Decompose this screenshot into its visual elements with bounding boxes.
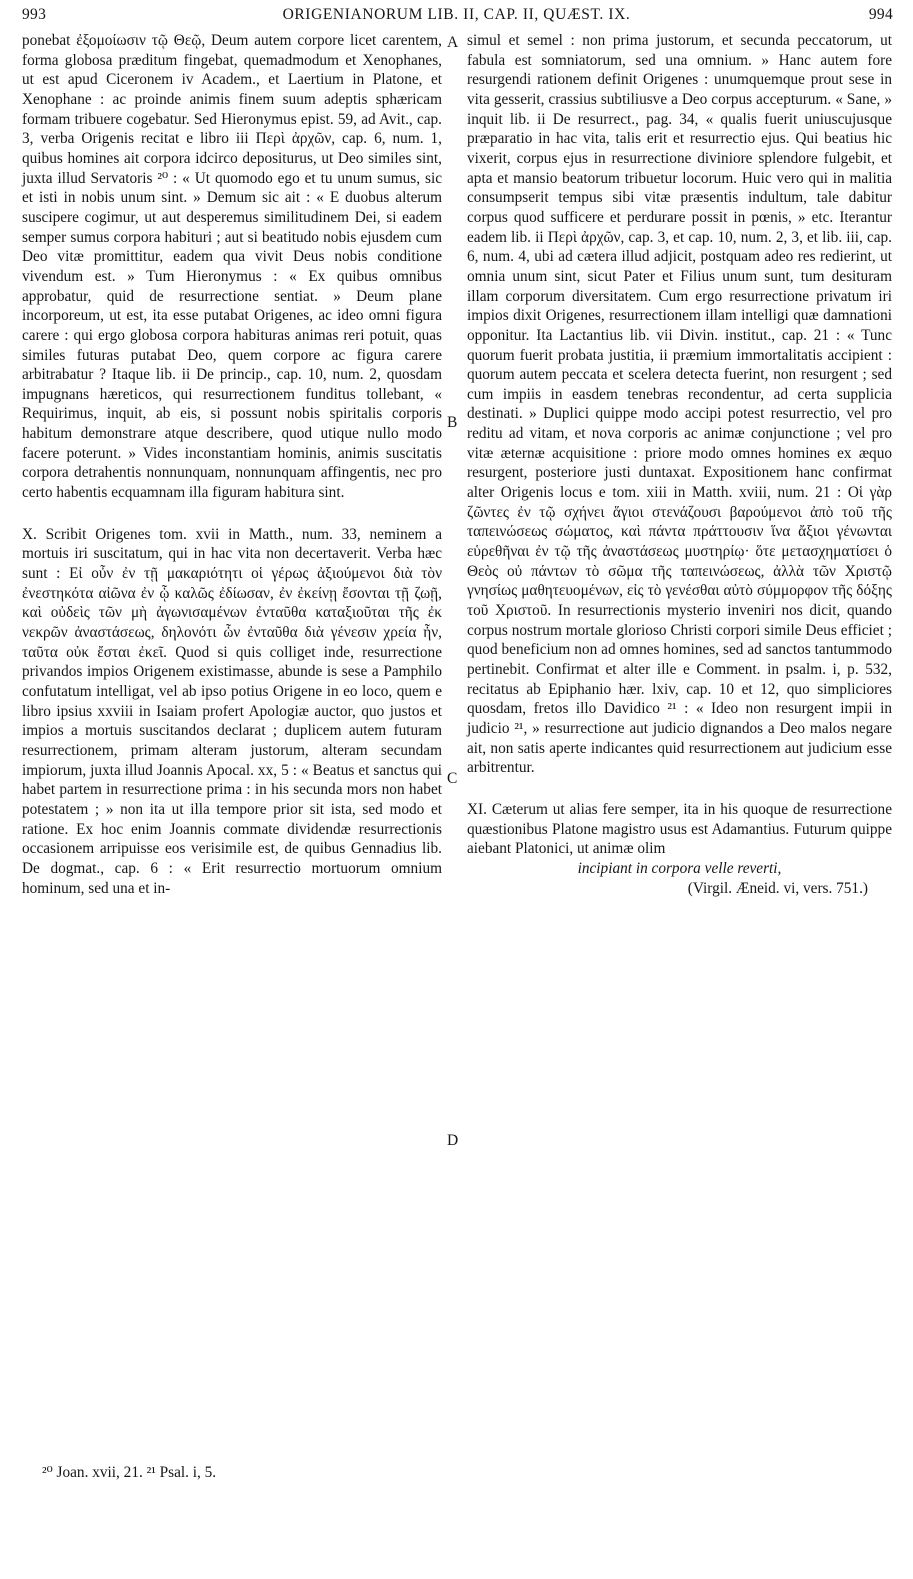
footnotes: ²⁰ Joan. xvii, 21. ²¹ Psal. i, 5. — [42, 1464, 217, 1481]
verse-citation: (Virgil. Æneid. vi, vers. 751.) — [687, 879, 868, 897]
running-header: ORIGENIANORUM LIB. II, CAP. II, QUÆST. IX. — [282, 6, 631, 23]
margin-marker-b: B — [447, 414, 458, 431]
right-paragraph-section-xi: XI. Cæterum ut alias fere semper, ita in his quoque de resurrectione quæstionibus Platone magistro usus est Adamantius. Futurum quippe aiebant Platonici, ut animæ olim — [467, 800, 892, 858]
page-number-right: 994 — [868, 6, 893, 23]
margin-marker-a: A — [447, 34, 459, 51]
right-column — [467, 31, 892, 898]
left-paragraph-1: ponebat ἐξομοίωσιν τῷ Θεῷ, Deum autem corpore licet carentem, forma globosa præditum fingebat, quemadmodum et Xenophanes, ut est apud Ciceronem iv Academ., et Laertium in Platone, et Xenophane : ac proinde animis finem suum adeptis sphæricam formam tribuere cogebatur. Sed Hieronymus epist. 59, ad Avit., cap. 3, verba Origenis recitat e libro iii Περὶ ἀρχῶν, cap. 6, num. 1, quibus homines ait corpora idcirco depositurus, ut Deo similes sint, juxta illud Servatoris ²⁰ : « Ut quomodo ego et tu unum sumus, sic et isti in nobis unum sint. » Demum sic ait : « E duobus alterum suscipere cogimur, ut aut desperemus similitudinem Dei, si eadem semper sumus corpora habituri ; aut si beatitudo nobis ejusdem cum Deo vitæ promittitur, eadem qua vivit Deus nobis conditione vivendum est. » Tum Hieronymus : « Ex quibus omnibus approbatur, quid de resurrectione sentiat. » Deum plane incorporeum, ut est, ita esse putabat Origenes, ac ideo omni figura carere : qui ergo globosa corpora habituras animas reri potuit, quas similes futuras putabat Deo, quem corpore ac figura carere arbitrabatur ? Itaque lib. ii De princip., cap. 10, num. 2, quosdam impugnans hæreticos, qui resurrectionem funditus tollebant, « Requirimus, inquit, ab eis, si possunt nobis spiritalis corporis habitum demonstrare atque describere, quod utique nullo modo facere poterunt. » Vides inconstantiam hominis, animis suscitatis corpora detrahentis nonnunquam, nonnunquam affingentis, nec pro certo habentis ecquamnam illa figuram habitura sint. — [22, 32, 442, 502]
margin-marker-d: D — [447, 1132, 459, 1149]
right-paragraph-1: simul et semel : non prima justorum, et secunda peccatorum, ut fabula est somniatorum, sed una omnium. » Hanc autem fore resurgendi rationem definit Origenes : unumquemque prout sese in vita gesserit, crassius subtiliusve a Deo corpus accepturum. « Sane, » inquit lib. ii De resurrect., pag. 34, « qualis fuerit uniuscujusque præparatio in hac vita, talis erit et resurrectio ejus. Qui beatius hic vixerit, corpus ejus in resurrectione diviniore splendore fulgebit, et apta et mansio beatorum tribuetur locorum. Huic vero qui in malitia consumpserit tempus sibi vitæ præsentis indultum, tale dabitur corpus quod sufficere et perdurare possit in pœnis, » etc. Iterantur eadem lib. ii Περὶ ἀρχῶν, cap. 3, et cap. 10, num. 2, 3, et lib. iii, cap. 6, num. 4, ubi ad cætera illud adjicit, postquam adeo res redierint, ut omnia unum sint, sicut Pater et Filius unum sunt, tum desituram illam corporum diversitatem. Cum ergo resurrectione privatum iri impios dixit Origenes, resurrectionem illam intelligi quæ damnationi opponitur. Ita Lactantius lib. vii Divin. institut., cap. 21 : « Tunc quorum fuerit probata justitia, ii præmium immortalitatis accipient : quorum autem peccata et scelera detecta fuerint, non resurgent ; sed cum impiis in easdem tenebras recondentur, ad certa supplicia destinati. » Duplici quippe modo accipi potest resurrectio, vel pro reditu ad vitam, et nova corporis ac animæ conjunctione ; vel pro vitæ æternæ acquisitione : priore modo omnes homines ex æquo resurgent, posteriore justi duntaxat. Expositionem hanc confirmat alter Origenis locus e tom. xiii in Matth. xviii, num. 21 : Οἱ γὰρ ζῶντες ἐν τῷ σχήνει ἅγιοι στενάζουσι βαρούμενοι ἀπὸ τοῦ τῆς ταπεινώσεως σώματος, καὶ πάντα πράττουσιν ἵνα ἄξιοι γένωνται εὑρεθῆναι ἐν τῷ τῆς ἀναστάσεως μυστηρίῳ· ὅτε μετασχηματίσει ὁ Θεὸς οὐ πάντων τὸ σῶμα τῆς ταπεινώσεως, ἀλλὰ τῶν Χριστῷ γνησίως μαθητευομένων, εἰς τὸ γενέσθαι αὐτὸ σύμμορφον τῆς δόξης τοῦ Χριστοῦ. In resurrectionis mysterio inveniri nos dicit, quando corpus nostrum mortale glorioso Christi corpori simile Deus efficiet ; quod beneficium non ad omnes homines, sed ad sanctos tantummodo pertinebit. Confirmat et alter ille e Comment. in psalm. i, p. 532, recitatus ab Epiphanio hær. lxiv, cap. 10 et 12, quo simpliciores quosdam, fretos illo Davidico ²¹ : « Ideo non resurgent impii in judicio ²¹, » resurrectione aut judicio dignandos a Deo malos negare ait, non satis aperte indicantes quid resurrectionem aut judicium esse arbitrentur. — [467, 32, 892, 777]
left-paragraph-section-x: X. Scribit Origenes tom. xvii in Matth., num. 33, neminem a mortuis iri suscitatum, qui in hac vita non decertaverit. Verba hæc sunt : Εἰ οὖν ἐν τῇ μακαριότητι οἱ γέρως ἀξιούμενοι διὰ τὸν ἐνεστηκότα αἰῶνα ἐν ᾧ καλῶς ἐδίωσαν, ἐν ἐκείνῃ ἔσονται τῇ ζωῇ, καὶ οὐδεὶς τῶν μὴ ἀγωνισαμένων ἐνταῦθα καταξιοῦται τῆς ἐκ νεκρῶν ἀναστάσεως, δηλονότι ὧν ἐνταῦθα διὰ γένεσιν χρεία ἦν, ταῦτα οὐκ ἔσται ἐκεῖ. Quod si quis colliget inde, resurrectione privandos impios Origenem existimasse, abunde is sese a Pamphilo confutatum intelligat, vel ab ipso potius Origene in eo loco, quem e libro ipsius xxviii in Isaiam profert Apologiæ auctor, quo justos et impios a mortuis suscitandos declarat ; duplicem autem futuram resurrectionem, primam alteram justorum, alteram secundam impiorum, juxta illud Joannis Apocal. xx, 5 : « Beatus et sanctus qui habet partem in resurrectione prima : in his secunda mors non habet potestatem ; » non ita ut illa tempore prior sit ista, sed modo et ratione. Ex hoc enim Joannis commate dividendæ resurrectionis occasionem arripuisse eos verisimile est, de quibus Gennadius lib. De dogmat., cap. 6 : « Erit resurrectio mortuorum omnium hominum, sed una et in- — [22, 525, 442, 897]
left-column — [22, 31, 442, 898]
page-number-left: 993 — [22, 6, 47, 23]
margin-marker-c: C — [447, 770, 458, 787]
verse-quotation: incipiant in corpora velle reverti, — [577, 859, 782, 877]
